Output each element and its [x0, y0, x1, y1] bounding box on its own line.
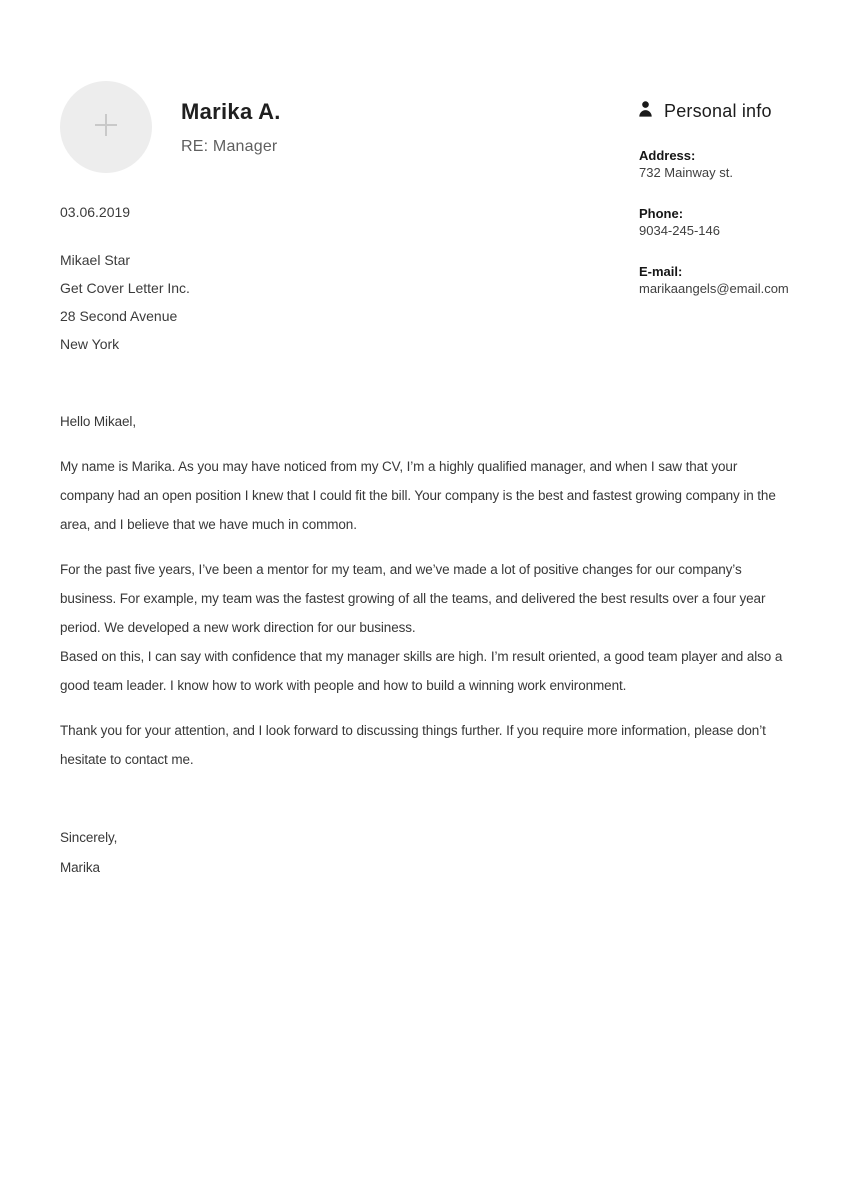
recipient-company: Get Cover Letter Inc. [60, 280, 190, 296]
letter-date: 03.06.2019 [60, 204, 131, 220]
email-value: marikaangels@email.com [639, 281, 789, 296]
paragraph-3: Based on this, I can say with confidence that my manager skills are high. I’m result oriented, a good team player and also a good team leader. I know how to work with people and how to build a winning work environment. [60, 649, 783, 693]
person-icon [638, 101, 653, 122]
letter-body [60, 407, 786, 882]
page-title: Marika A. [181, 99, 281, 124]
personal-info-header [638, 101, 772, 122]
contact-details [639, 147, 804, 321]
name-block [181, 99, 281, 156]
paragraph-1: My name is Marika. As you may have noticed from my CV, I’m a highly qualified manager, and when I saw that your company had an open position I knew that I could fit the bill. Your company is the best and fastest growing company in the area, and I believe that we have much in common. [60, 459, 776, 532]
recipient-city: New York [60, 336, 120, 352]
avatar-upload[interactable] [60, 81, 152, 173]
phone-label: Phone: [639, 206, 684, 221]
letter-subject: RE: Manager [181, 138, 278, 155]
closing: Sincerely, [60, 830, 118, 845]
address-label: Address: [639, 148, 696, 163]
greeting: Hello Mikael, [60, 414, 136, 429]
personal-info-title: Personal info [664, 101, 772, 121]
contact-phone [639, 205, 804, 239]
email-label: E-mail: [639, 264, 683, 279]
recipient-block [60, 246, 190, 358]
contact-address [639, 147, 804, 181]
paragraph-2: For the past five years, I’ve been a mentor for my team, and we’ve made a lot of positive changes for our company’s business. For example, my team was the fastest growing of all the teams, and delivered the best results over a four year period. We developed a new work direction for our business. [60, 562, 766, 635]
paragraph-4: Thank you for your attention, and I look forward to discussing things further. If you require more information, please don’t hesitate to contact me. [60, 723, 766, 767]
plus-icon [92, 111, 120, 144]
recipient-street: 28 Second Avenue [60, 308, 178, 324]
contact-email [639, 263, 804, 297]
recipient-name: Mikael Star [60, 252, 131, 268]
signature: Marika [60, 860, 100, 875]
phone-value: 9034-245-146 [639, 223, 720, 238]
address-value: 732 Mainway st. [639, 165, 733, 180]
